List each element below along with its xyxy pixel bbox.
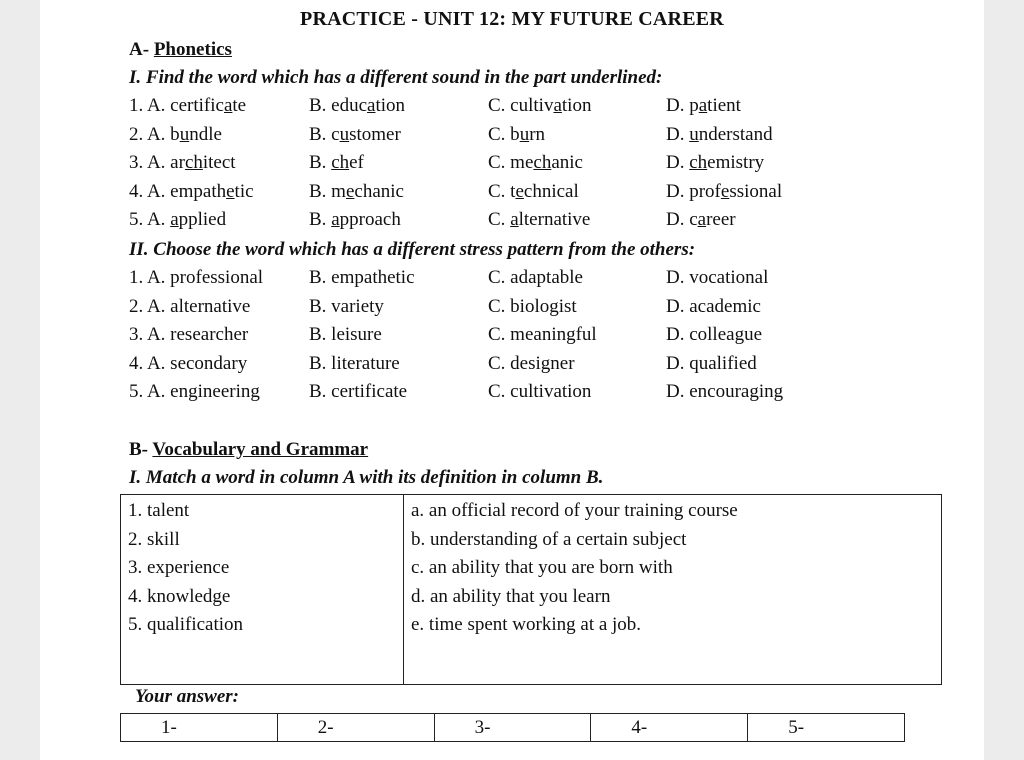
underlined-sound: a [698, 95, 708, 116]
answer-option: C. cultivation [488, 381, 592, 403]
column-b-item: e. time spent working at a job. [411, 614, 642, 636]
option-text: B. educ [309, 95, 368, 116]
answer-label: Your answer: [135, 686, 239, 707]
answer-option: C. biologist [488, 295, 577, 317]
option-text: tient [707, 95, 741, 116]
option-text: D. p [666, 95, 699, 116]
underlined-sound: a [223, 95, 233, 116]
option-text: D. [666, 123, 690, 145]
column-a-item: 3. experience [128, 557, 230, 579]
column-b-item: c. an ability that you are born with [411, 557, 673, 579]
option-text: anic [551, 152, 583, 174]
answer-option [129, 181, 254, 203]
worksheet-page [40, 0, 984, 760]
option-text: tion [375, 95, 406, 116]
answer-option: D. colleague [666, 324, 763, 346]
answer-option [309, 209, 401, 231]
section-a-heading [129, 39, 232, 61]
answer-option [666, 152, 764, 174]
option-text: reer [706, 209, 736, 231]
option-text: emistry [707, 152, 765, 174]
column-b-item: b. understanding of a certain subject [411, 528, 687, 550]
option-text: B. [309, 152, 332, 174]
option-text: pproach [339, 209, 401, 231]
phonetics-instruction: I. Find the word which has a different sound in the part underlined: [129, 67, 663, 88]
answer-option: C. meaningful [488, 324, 597, 346]
page-title: PRACTICE - UNIT 12: MY FUTURE CAREER [300, 8, 724, 30]
option-text: itect [202, 152, 236, 174]
option-text: 5. A. [129, 209, 171, 231]
answer-option [488, 181, 579, 203]
section-b-prefix: B- [129, 439, 153, 460]
option-text: te [232, 95, 247, 116]
answer-option [488, 152, 583, 174]
underlined-sound: a [170, 209, 179, 231]
underlined-sound: ch [689, 152, 708, 174]
answer-option [666, 209, 736, 231]
answer-option [309, 124, 401, 146]
option-text: C. [488, 209, 511, 231]
column-a-item: 4. knowledge [128, 585, 231, 607]
underlined-sound: e [515, 180, 524, 202]
option-text: tion [561, 95, 592, 116]
answer-cell[interactable]: 2- [277, 714, 434, 742]
option-text: lternative [518, 209, 591, 231]
underlined-sound: u [689, 123, 699, 145]
option-text: 2. A. b [129, 123, 180, 145]
option-text: pplied [178, 209, 227, 231]
underlined-sound: ch [184, 152, 203, 174]
answer-table [120, 713, 905, 742]
answer-option: 3. A. researcher [129, 324, 249, 346]
answer-option [309, 181, 404, 203]
option-text: ef [349, 152, 364, 174]
underlined-sound: e [720, 180, 730, 202]
option-text: chanic [354, 180, 404, 202]
answer-option [666, 95, 741, 117]
matching-instruction: I. Match a word in column A with its definition in column B. [129, 467, 604, 488]
answer-option [129, 124, 222, 146]
answer-cell[interactable]: 1- [121, 714, 278, 742]
answer-cell[interactable]: 3- [434, 714, 591, 742]
option-text: 4. A. empath [129, 180, 227, 202]
answer-cell[interactable]: 5- [748, 714, 905, 742]
option-text: ssional [729, 180, 783, 202]
answer-cell[interactable]: 4- [591, 714, 748, 742]
section-a-title: Phonetics [153, 39, 232, 60]
option-text: 3. A. ar [129, 152, 185, 174]
column-b-item: a. an official record of your training course [411, 500, 738, 521]
answer-option: D. encouraging [666, 381, 784, 403]
answer-option [129, 209, 226, 231]
underlined-sound: e [345, 180, 355, 202]
answer-option: B. leisure [309, 324, 382, 346]
option-text: B. m [309, 180, 346, 202]
option-text: C. b [488, 123, 520, 145]
option-text: chnical [523, 180, 579, 202]
answer-option [309, 95, 405, 117]
underlined-sound: a [367, 95, 376, 116]
answer-option [666, 181, 782, 203]
column-a-item: 1. talent [128, 500, 190, 521]
answer-option [129, 152, 236, 174]
option-text: B. [309, 209, 332, 231]
answer-option: C. designer [488, 352, 575, 374]
answer-option: B. literature [309, 352, 400, 374]
column-a-item: 2. skill [128, 528, 180, 550]
underlined-sound: a [697, 209, 707, 231]
answer-option: 1. A. professional [129, 267, 264, 288]
column-a-cell [121, 495, 404, 685]
answer-option: 2. A. alternative [129, 295, 251, 317]
option-text: 1. A. certific [129, 95, 224, 116]
option-text: D. c [666, 209, 698, 231]
answer-option: 4. A. secondary [129, 352, 248, 374]
answer-option [488, 124, 545, 146]
answer-option: B. empathetic [309, 267, 415, 288]
underlined-sound: u [179, 123, 190, 145]
option-text: C. cultiv [488, 95, 554, 116]
option-text: tic [234, 180, 254, 202]
answer-option [488, 95, 591, 117]
answer-option: C. adaptable [488, 267, 583, 288]
underlined-sound: a [553, 95, 562, 116]
option-text: nderstand [698, 123, 773, 145]
option-text: stomer [349, 123, 401, 145]
option-text: B. c [309, 123, 340, 145]
section-b-title: Vocabulary and Grammar [152, 439, 369, 460]
answer-option [488, 209, 590, 231]
underlined-sound: u [339, 123, 350, 145]
answer-option [666, 124, 773, 146]
answer-option: D. vocational [666, 267, 769, 288]
option-text: C. t [488, 180, 516, 202]
underlined-sound: a [331, 209, 340, 231]
underlined-sound: u [519, 123, 530, 145]
option-text: D. prof [666, 180, 721, 202]
answer-option [309, 152, 364, 174]
answer-option: B. variety [309, 295, 384, 317]
answer-option: D. academic [666, 295, 761, 317]
answer-option: D. qualified [666, 352, 757, 374]
stress-instruction: II. Choose the word which has a different stress pattern from the others: [129, 239, 696, 260]
underlined-sound: ch [533, 152, 552, 174]
column-a-item: 5. qualification [128, 614, 244, 636]
answer-option: 5. A. engineering [129, 381, 260, 403]
underlined-sound: e [226, 180, 235, 202]
option-text: ndle [189, 123, 222, 145]
section-a-prefix: A- [129, 39, 154, 60]
option-text: C. me [488, 152, 534, 174]
underlined-sound: ch [331, 152, 350, 174]
column-b-cell [404, 495, 942, 685]
answer-option [129, 95, 246, 117]
underlined-sound: a [510, 209, 519, 231]
section-b-heading [129, 439, 368, 461]
option-text: D. [666, 152, 690, 174]
column-b-item: d. an ability that you learn [411, 585, 611, 607]
answer-option: B. certificate [309, 381, 408, 403]
option-text: rn [529, 123, 546, 145]
matching-table [120, 494, 942, 685]
